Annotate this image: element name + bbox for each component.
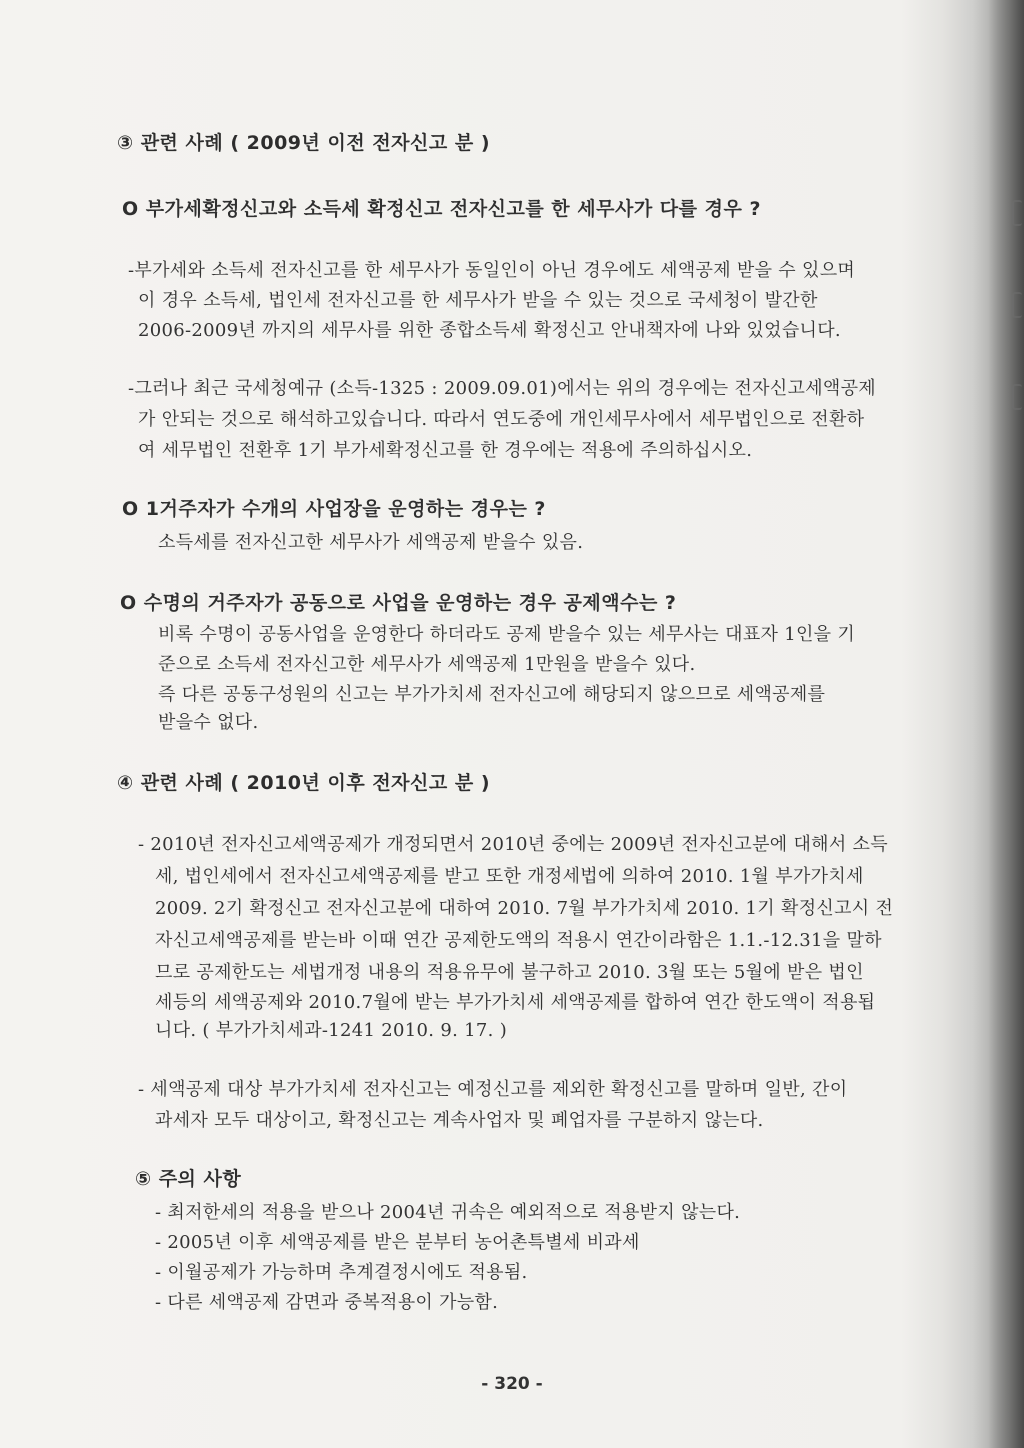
page-number: - 320 -	[481, 1374, 543, 1394]
paragraph-2-line: -그러나 최근 국세청예규 (소득-1325 : 2009.09.01)에서는 위의 경우에는 전자신고세액공제	[128, 378, 876, 399]
note-item: - 2005년 이후 세액공제를 받은 분부터 농어촌특별세 비과세	[155, 1232, 640, 1253]
paragraph-2-line: 가 안되는 것으로 해석하고있습니다. 따라서 연도중에 개인세무사에서 세무법인으로 전환하	[138, 409, 865, 430]
note-item: - 다른 세액공제 감면과 중복적용이 가능함.	[155, 1292, 499, 1313]
bleed-through-mark	[1012, 292, 1022, 318]
answer-3-line: 받을수 없다.	[158, 712, 259, 733]
question-3: O 수명의 거주자가 공동으로 사업을 운영하는 경우 공제액수는 ?	[120, 592, 677, 614]
question-2: O 1거주자가 수개의 사업장을 운영하는 경우는 ?	[122, 498, 546, 520]
bleed-through-mark	[1012, 200, 1022, 226]
paragraph-3-line: 세, 법인세에서 전자신고세액공제를 받고 또한 개정세법에 의하여 2010. 1월 부가가치세	[155, 866, 864, 887]
paragraph-2-line: 여 세무법인 전환후 1기 부가세확정신고를 한 경우에는 적용에 주의하십시오.	[138, 440, 753, 461]
paragraph-1-line: -부가세와 소득세 전자신고를 한 세무사가 동일인이 아닌 경우에도 세액공제 받을 수 있으며	[128, 260, 856, 281]
question-1: O 부가세확정신고와 소득세 확정신고 전자신고를 한 세무사가 다를 경우 ?	[122, 198, 761, 220]
answer-3-line: 비록 수명이 공동사업을 운영한다 하더라도 공제 받을수 있는 세무사는 대표자 1인을 기	[158, 624, 856, 645]
section-3-heading: ③ 관련 사례 ( 2009년 이전 전자신고 분 )	[117, 132, 491, 154]
section-4-heading: ④ 관련 사례 ( 2010년 이후 전자신고 분 )	[117, 772, 491, 794]
paragraph-4-line: 과세자 모두 대상이고, 확정신고는 계속사업자 및 폐업자를 구분하지 않는다.	[155, 1110, 764, 1131]
paragraph-3-line: 므로 공제한도는 세법개정 내용의 적용유무에 불구하고 2010. 3월 또는 5월에 받은 법인	[155, 962, 864, 983]
paragraph-1-line: 이 경우 소득세, 법인세 전자신고를 한 세무사가 받을 수 있는 것으로 국세청이 발간한	[138, 290, 818, 311]
paragraph-3-line: 2009. 2기 확정신고 전자신고분에 대하여 2010. 7월 부가가치세 2010. 1기 확정신고시 전	[155, 898, 894, 919]
paragraph-3-line: - 2010년 전자신고세액공제가 개정되면서 2010년 중에는 2009년 전자신고분에 대해서 소득	[138, 834, 888, 855]
section-5-heading: ⑤ 주의 사항	[135, 1168, 242, 1190]
bleed-through-mark	[1012, 384, 1022, 410]
paragraph-3-line: 니다. ( 부가가치세과-1241 2010. 9. 17. )	[155, 1020, 508, 1041]
answer-3-line: 즉 다른 공동구성원의 신고는 부가가치세 전자신고에 해당되지 않으므로 세액공제를	[158, 684, 826, 705]
paragraph-1-line: 2006-2009년 까지의 세무사를 위한 종합소득세 확정신고 안내책자에 나와 있었습니다.	[138, 320, 841, 341]
note-item: - 최저한세의 적용을 받으나 2004년 귀속은 예외적으로 적용받지 않는다.	[155, 1202, 741, 1223]
paragraph-3-line: 세등의 세액공제와 2010.7월에 받는 부가가치세 세액공제를 합하여 연간 한도액이 적용됩	[155, 992, 876, 1013]
answer-3-line: 준으로 소득세 전자신고한 세무사가 세액공제 1만원을 받을수 있다.	[158, 654, 696, 675]
answer-2: 소득세를 전자신고한 세무사가 세액공제 받을수 있음.	[158, 532, 584, 553]
note-item: - 이월공제가 가능하며 추계결정시에도 적용됨.	[155, 1262, 528, 1283]
paragraph-4-line: - 세액공제 대상 부가가치세 전자신고는 예정신고를 제외한 확정신고를 말하며 일반, 간이	[138, 1079, 848, 1100]
paragraph-3-line: 자신고세액공제를 받는바 이때 연간 공제한도액의 적용시 연간이라함은 1.1.-12.31을 말하	[155, 930, 882, 951]
